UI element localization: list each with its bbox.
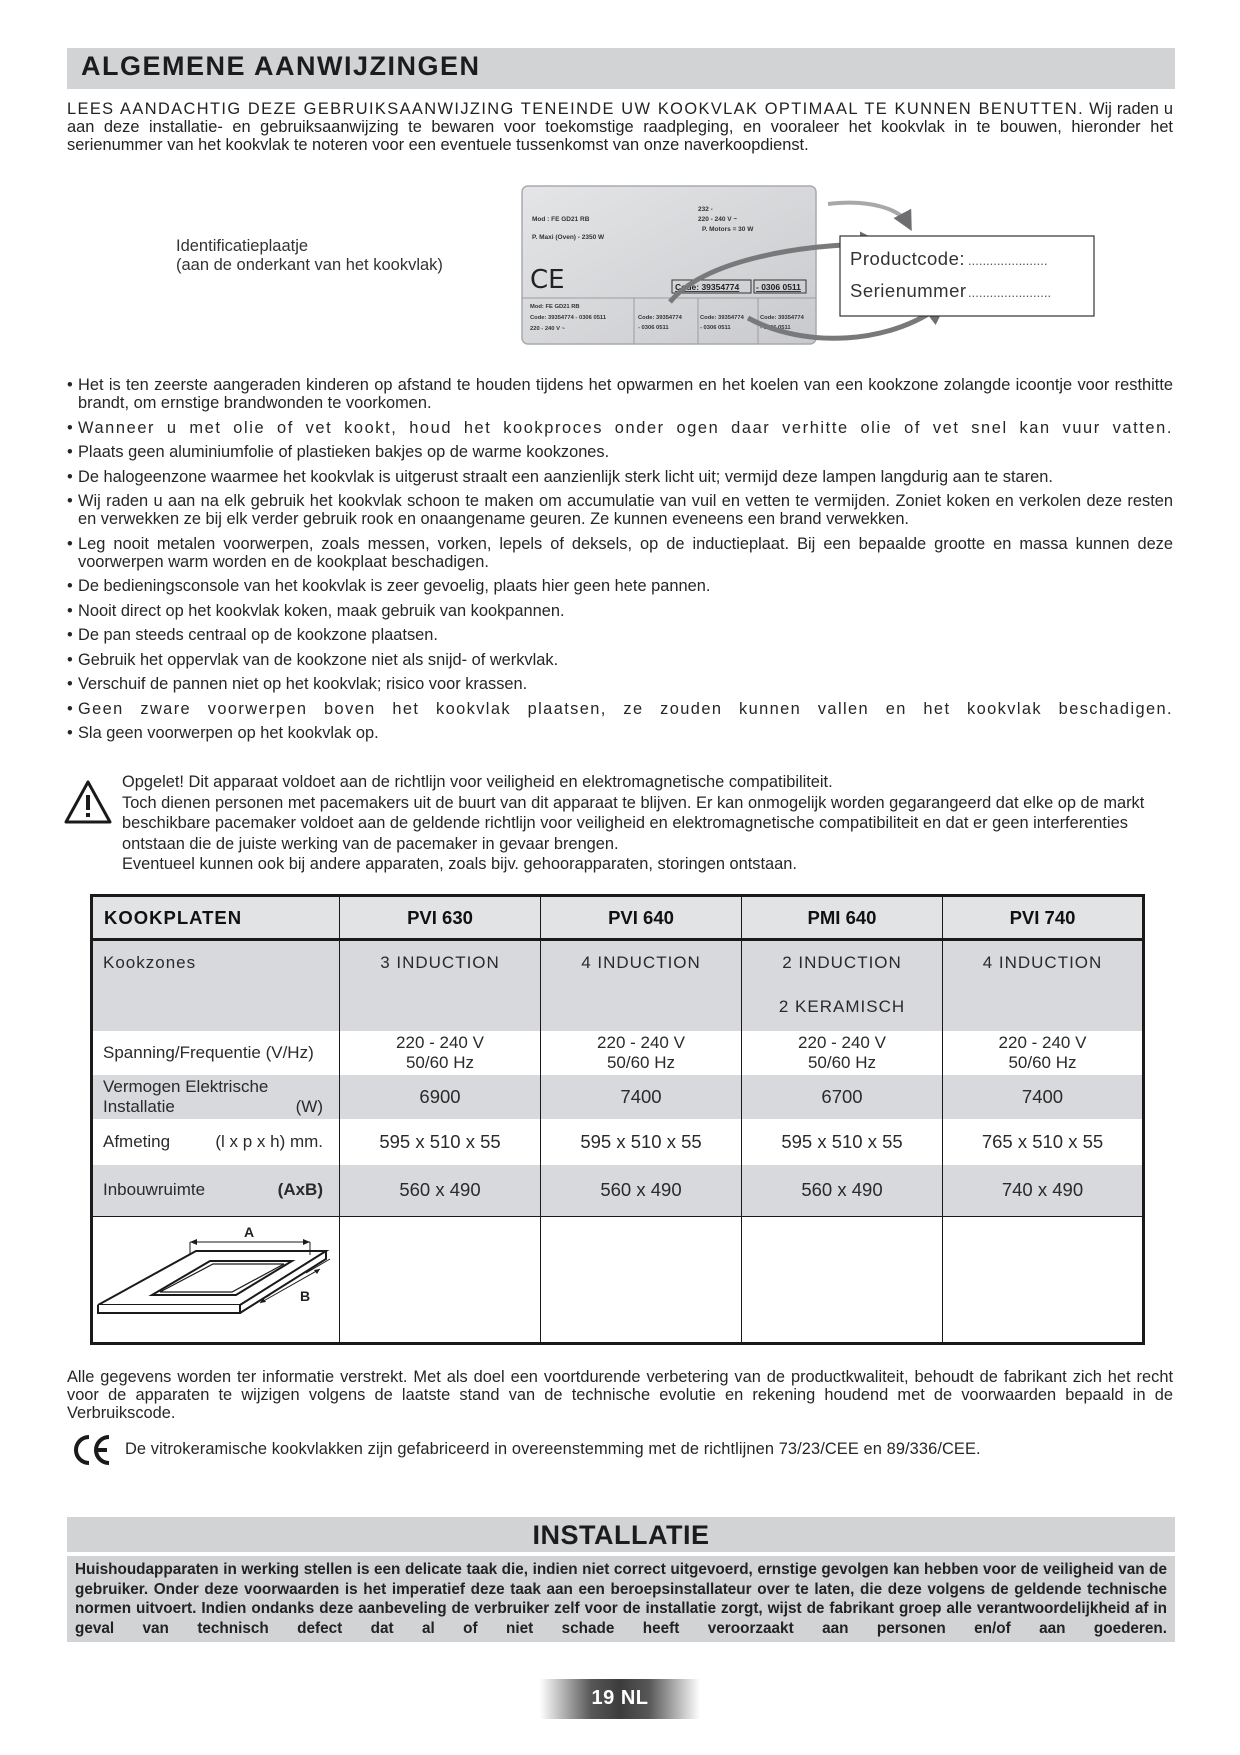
inb-label-row — [103, 1180, 339, 1200]
header-cell-model: PVI 640 — [541, 896, 742, 940]
inb-unit: (AxB) — [277, 1180, 323, 1200]
plate-volt-code: 232 - — [698, 206, 713, 213]
ce-mark-icon — [71, 1433, 113, 1467]
sticker-mod: Mod: FE GD21 RB — [530, 304, 580, 310]
page-number: 19 NL — [591, 1687, 649, 1709]
plate-mod: Mod : FE GD21 RB — [532, 216, 590, 223]
bullet-item: • De halogeenzone waarmee het kookvlak is uitgerust straalt een aanzienlijk sterk licht uit; vermijd deze lampen langdurig aan te staren. — [67, 468, 1173, 486]
table-row-voltage — [92, 1031, 1144, 1075]
size-label-row — [103, 1132, 339, 1152]
installatie-title: INSTALLATIE — [532, 1520, 710, 1550]
sticker-code-b2: - 0306 0511 — [700, 325, 731, 331]
frequency-value: 50/60 Hz — [405, 1052, 475, 1072]
voltage-value: 220 - 240 V — [998, 1032, 1087, 1052]
bullet-item: • Plaats geen aluminiumfolie of plastieken bakjes op de warme kookzones. — [67, 443, 1173, 461]
warning-line3: Eventueel kunnen ook bij andere apparaten, zoals bijv. gehoorapparaten, storingen ontstaan. — [122, 855, 797, 874]
table-cell — [541, 1031, 742, 1075]
frequency-value: 50/60 Hz — [807, 1052, 877, 1072]
section-heading-installatie — [67, 1517, 1175, 1552]
plate-caption-line2: (aan de onderkant van het kookvlak) — [176, 256, 443, 274]
ce-statement: De vitrokeramische kookvlakken zijn gefabriceerd in overeenstemming met de richtlijnen 73/23/CEE en 89/336/CEE. — [125, 1440, 981, 1458]
table-header-row — [92, 896, 1144, 940]
table-row-dimensions — [92, 1119, 1144, 1165]
sticker-code-b1: - 0306 0511 — [638, 325, 669, 331]
size-label: Afmeting — [103, 1131, 171, 1151]
bullet-item: • Verschuif de pannen niet op het kookvlak; risico voor krassen. — [67, 675, 1173, 693]
intro-caps: LEES AANDACHTIG DEZE GEBRUIKSAANWIJZING TENEINDE UW KOOKVLAK OPTIMAAL TE KUNNEN BENUTTEN. — [67, 100, 1085, 118]
cutout-diagram-illustration — [94, 1217, 338, 1337]
plate-code-main: Code: 39354774 — [675, 282, 740, 292]
bullet-item: • De pan steeds centraal op de kookzone plaatsen. — [67, 626, 1173, 644]
page-title: ALGEMENE AANWIJZINGEN — [81, 51, 481, 81]
warning-triangle-icon — [63, 779, 113, 825]
pacemaker-warning — [122, 772, 1172, 875]
table-cell: 7400 — [943, 1075, 1144, 1119]
bullet-item: • Geen zware voorwerpen boven het kookvlak plaatsen, ze zouden kunnen vallen en het kookvlak beschadigen. — [67, 700, 1173, 718]
bullet-item: • Nooit direct op het kookvlak koken, maak gebruik van kookpannen. — [67, 602, 1173, 620]
bullet-item: • Sla geen voorwerpen op het kookvlak op. — [67, 724, 1173, 742]
plate-caption-line1: Identificatieplaatje — [176, 237, 309, 255]
safety-bullet-list — [67, 376, 1173, 749]
plate-caption — [176, 237, 443, 275]
table-cell: 595 x 510 x 55 — [340, 1119, 541, 1165]
zones-keramisch: 2 KERAMISCH — [778, 997, 906, 1016]
table-cell: 4 INDUCTION — [541, 940, 742, 1031]
header-cell-model: PMI 640 — [742, 896, 943, 940]
frequency-value: 50/60 Hz — [606, 1052, 676, 1072]
bullet-item: • Gebruik het oppervlak van de kookzone niet als snijd- of werkvlak. — [67, 651, 1173, 669]
bullet-item: • Wanneer u met olie of vet kookt, houd het kookproces onder ogen daar verhitte olie of vet snel kan vuur vatten. — [67, 419, 1173, 437]
voltage-value: 220 - 240 V — [396, 1032, 484, 1052]
warning-line2: Toch dienen personen met pacemakers uit de buurt van dit apparaat te blijven. Er kan onmogelijk worden gegarangeerd dat elke op de markt beschikbare pacemaker voldoet aan de geldende richtlijn voor veiligheid en elektromagnetische compatibiliteit en dat er geen interferenties ontstaan die de juiste werking van de pacemaker in gevaar brengen. — [122, 793, 1145, 853]
table-row-power — [92, 1075, 1144, 1119]
identification-plate-illustration — [520, 184, 1100, 356]
intro-paragraph — [67, 100, 1173, 154]
table-cell: 595 x 510 x 55 — [742, 1119, 943, 1165]
table-row-inbouwruimte — [92, 1165, 1144, 1217]
power-label-2-row — [103, 1097, 339, 1117]
bullet-item: • De bedieningsconsole van het kookvlak is zeer gevoelig, plaats hier geen hete pannen. — [67, 577, 1173, 595]
page-number-badge — [540, 1679, 700, 1719]
table-cell: 3 INDUCTION — [340, 940, 541, 1031]
diagram-label-a: A — [244, 1224, 255, 1240]
serial-label: Serienummer — [850, 280, 967, 301]
plate-voltage: 220 - 240 V ~ — [698, 216, 738, 223]
table-cell: 560 x 490 — [742, 1165, 943, 1217]
diagram-label-b: B — [300, 1288, 311, 1304]
table-row-kookzones — [92, 940, 1144, 1031]
voltage-value: 220 - 240 V — [798, 1032, 886, 1052]
table-cell: 595 x 510 x 55 — [541, 1119, 742, 1165]
size-unit: (l x p x h) mm. — [215, 1131, 323, 1151]
plate-ce-icon: CE — [530, 265, 565, 295]
inb-label: Inbouwruimte — [103, 1180, 206, 1200]
table-cell — [742, 940, 943, 1031]
sticker-code: Code: 39354774 - 0306 0511 — [530, 315, 607, 321]
table-cell — [943, 1031, 1144, 1075]
bullet-item: • Wij raden u aan na elk gebruik het kookvlak schoon te maken om accumulatie van vuil en vetten te vermijden. Zoniet koken en verkolen deze resten en verwekken ze bij elk verder gebruik rook en onaangename geuren. Ze kunnen eveneens een brand verwekken. — [67, 492, 1173, 528]
sticker-code-b3: - 0306 0511 — [760, 325, 791, 331]
header-cell-kookplaten: KOOKPLATEN — [92, 896, 340, 940]
sticker-code-a3: Code: 39354774 — [760, 315, 804, 321]
frequency-value: 50/60 Hz — [1008, 1052, 1077, 1072]
power-unit: (W) — [295, 1096, 323, 1116]
power-label-1: Vermogen Elektrische — [103, 1076, 269, 1096]
bullet-item: • Leg nooit metalen voorwerpen, zoals messen, vorken, lepels of deksels, op de inductieplaat. Bij een bepaalde grootte en massa kunnen deze voorwerpen warm worden en de kookplaat beschadigen. — [67, 535, 1173, 571]
table-cell — [340, 1217, 541, 1344]
section-heading-general — [67, 48, 1175, 89]
sticker-code-a2: Code: 39354774 — [700, 315, 744, 321]
table-cell: 6700 — [742, 1075, 943, 1119]
row-label — [92, 1165, 340, 1217]
product-code-dots: ...................... — [968, 253, 1048, 268]
row-label — [92, 1075, 340, 1119]
zones-induction: 2 INDUCTION — [782, 953, 902, 972]
table-cell — [340, 1031, 541, 1075]
product-code-label: Productcode: — [850, 248, 966, 269]
table-cell: 560 x 490 — [541, 1165, 742, 1217]
disclaimer-paragraph: Alle gegevens worden ter informatie verstrekt. Met als doel een voortdurende verbetering van de productkwaliteit, behoudt de fabrikant zich het recht voor de apparaten te wijzigen volgens de laatste stand van de technische evolutie en rekening houdend met de voorwaarden bepaald in de Verbruikscode. — [67, 1368, 1173, 1422]
table-cell — [943, 1217, 1144, 1344]
table-row-diagram — [92, 1217, 1144, 1344]
row-label: Kookzones — [92, 940, 340, 1031]
row-label — [92, 1119, 340, 1165]
power-label-2: Installatie — [103, 1096, 175, 1116]
table-cell — [742, 1217, 943, 1344]
installatie-notice: Huishoudapparaten in werking stellen is een delicate taak die, indien niet correct uitgevoerd, ernstige gevolgen kan hebben voor de veiligheid van de gebruiker. Onder deze voorwaarden is het imperatief deze taak aan een beroepsinstallateur over te laten, die deze volgens de geldende technische normen uitvoert. Indien ondanks deze aanbeveling de verbruiker zelf voor de installatie zorgt, wijst de fabrikant groep alle verantwoordelijkheid af in geval van technisch defect dat al of niet schade heeft veroorzaakt aan personen en/of aan goederen. — [67, 1556, 1175, 1642]
plate-pmaxi: P. Maxi (Oven) - 2350 W — [532, 234, 605, 241]
header-cell-model: PVI 740 — [943, 896, 1144, 940]
table-cell: 740 x 490 — [943, 1165, 1144, 1217]
cutout-diagram-cell — [92, 1217, 340, 1344]
serial-dots: ....................... — [968, 285, 1052, 300]
table-cell: 765 x 510 x 55 — [943, 1119, 1144, 1165]
header-cell-model: PVI 630 — [340, 896, 541, 940]
arrow-decor — [828, 203, 908, 224]
table-cell: 4 INDUCTION — [943, 940, 1144, 1031]
bullet-item: • Het is ten zeerste aangeraden kinderen op afstand te houden tijdens het opwarmen en het koelen van een kookzone zolangde icoontje voor resthitte brandt, om ernstige brandwonden te voorkomen. — [67, 376, 1173, 412]
table-cell: 7400 — [541, 1075, 742, 1119]
table-cell: 6900 — [340, 1075, 541, 1119]
voltage-value: 220 - 240 V — [597, 1032, 685, 1052]
sticker-code-a1: Code: 39354774 — [638, 315, 682, 321]
table-cell: 560 x 490 — [340, 1165, 541, 1217]
plate-motors: P. Motors = 30 W — [702, 226, 754, 233]
row-label: Spanning/Frequentie (V/Hz) — [92, 1031, 340, 1075]
table-cell — [541, 1217, 742, 1344]
sticker-volt: 220 - 240 V ~ — [530, 326, 565, 332]
specifications-table — [90, 894, 1145, 1345]
intro-rest: Wij raden u aan deze installatie- en gebruiksaanwijzing te bewaren voor toekomstige raadpleging, en vooraleer het kookvlak in te bouwen, hieronder het serienummer van het kookvlak te noteren voor een eventuele tussenkomst van onze naverkoopdienst. — [67, 100, 1173, 154]
warning-line1: Opgelet! Dit apparaat voldoet aan de richtlijn voor veiligheid en elektromagnetische compatibiliteit. — [122, 773, 833, 791]
table-cell — [742, 1031, 943, 1075]
plate-code-suffix: - 0306 0511 — [756, 282, 801, 292]
